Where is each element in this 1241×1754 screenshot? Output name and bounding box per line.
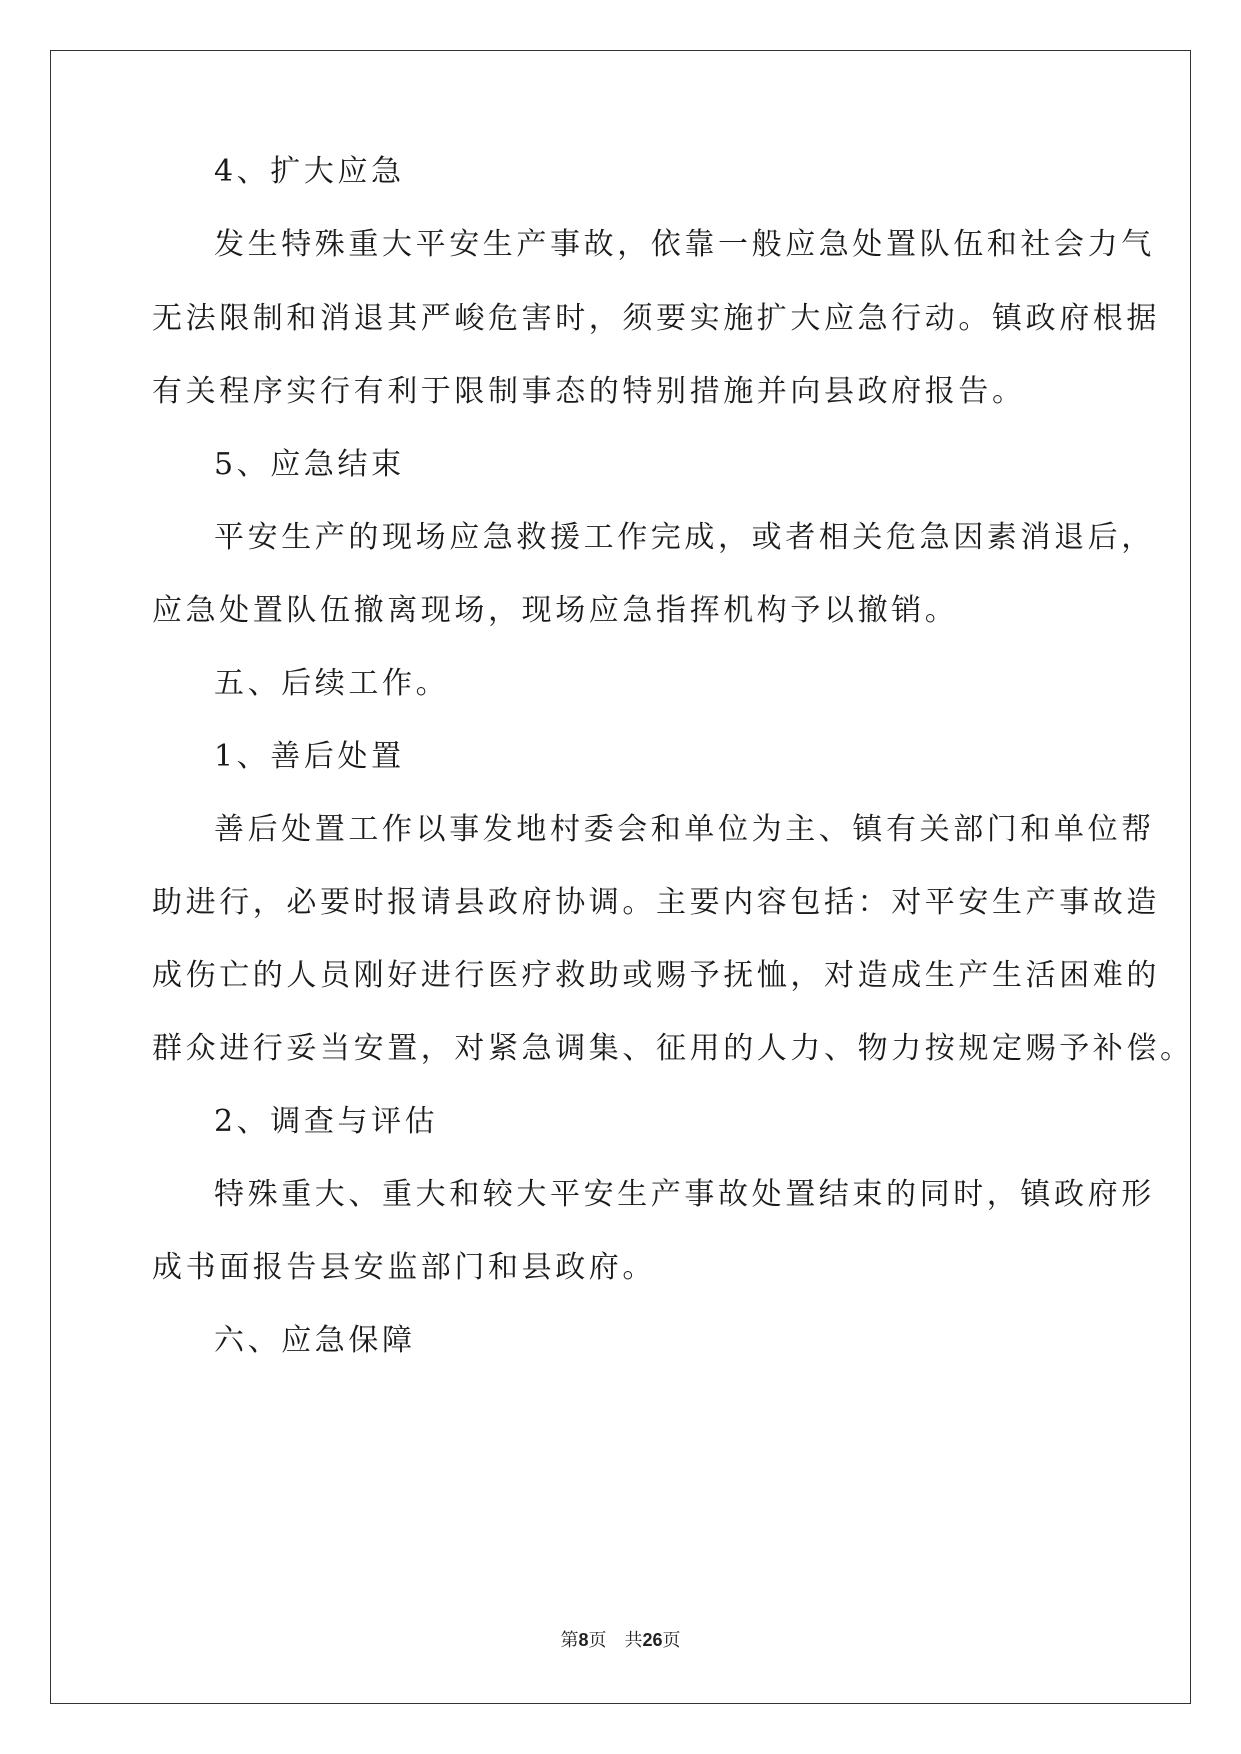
page-footer	[0, 1628, 1241, 1653]
heading-investigation: 2、调查与评估	[214, 1104, 439, 1139]
paragraph-line: 无法限制和消退其严峻危害时，须要实施扩大应急行动。镇政府根据	[152, 301, 1160, 336]
footer-page-number: 8	[578, 1630, 589, 1650]
paragraph-line: 有关程序实行有利于限制事态的特别措施并向县政府报告。	[152, 374, 1026, 409]
paragraph-line: 成书面报告县安监部门和县政府。	[152, 1250, 656, 1285]
paragraph-line: 群众进行妥当安置，对紧急调集、征用的人力、物力按规定赐予补偿。	[152, 1031, 1194, 1066]
footer-total-pages: 26	[642, 1630, 663, 1650]
footer-page-suffix: 页	[588, 1630, 607, 1651]
paragraph-line: 助进行，必要时报请县政府协调。主要内容包括：对平安生产事故造	[152, 885, 1160, 920]
section-heading-follow-up: 五、后续工作。	[214, 666, 450, 701]
paragraph-line: 发生特殊重大平安生产事故，依靠一般应急处置队伍和社会力气	[214, 227, 1155, 262]
footer-total-suffix: 页	[662, 1630, 681, 1651]
footer-total-prefix: 共	[624, 1630, 643, 1651]
heading-response-end: 5、应急结束	[214, 447, 405, 482]
paragraph-line: 平安生产的现场应急救援工作完成，或者相关危急因素消退后，	[214, 520, 1155, 555]
section-heading-support: 六、应急保障	[214, 1323, 416, 1358]
footer-page-prefix: 第	[560, 1630, 579, 1651]
heading-expand-response: 4、扩大应急	[214, 154, 405, 189]
paragraph-line: 应急处置队伍撤离现场，现场应急指挥机构予以撤销。	[152, 593, 959, 628]
paragraph-line: 成伤亡的人员刚好进行医疗救助或赐予抚恤，对造成生产生活困难的	[152, 958, 1160, 993]
paragraph-line: 善后处置工作以事发地村委会和单位为主、镇有关部门和单位帮	[214, 812, 1155, 847]
paragraph-line: 特殊重大、重大和较大平安生产事故处置结束的同时，镇政府形	[214, 1177, 1155, 1212]
heading-aftermath: 1、善后处置	[214, 739, 405, 774]
